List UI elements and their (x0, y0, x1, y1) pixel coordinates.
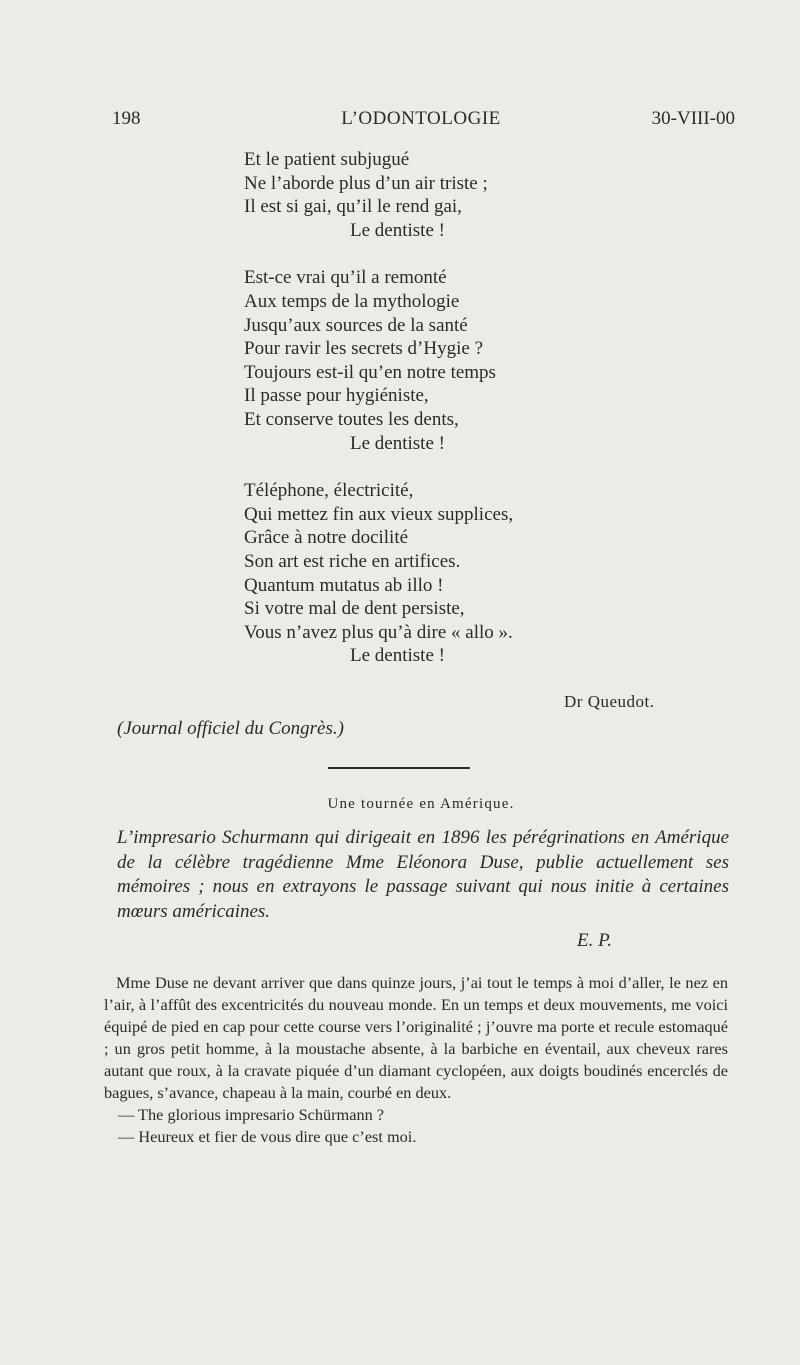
poem-line: Aux temps de la mythologie (244, 290, 460, 312)
poem-line: Et le patient subjugué (244, 149, 410, 170)
poem-line: Téléphone, électricité, (244, 480, 414, 502)
poem-line: Pour ravir les secrets d’Hygie ? (244, 338, 484, 360)
dialog-line: — The glorious impresario Schürmann ? (118, 1105, 385, 1124)
poem-refrain: Le dentiste ! (350, 432, 445, 454)
poem-line: Si votre mal de dent persiste, (244, 598, 465, 620)
poem-line: Ne l’aborde plus d’un air triste ; (244, 172, 488, 194)
poem-line: Il est si gai, qu’il le rend gai, (244, 196, 462, 218)
poem-line: Et conserve toutes les dents, (244, 408, 459, 430)
page-header (0, 108, 800, 134)
poem-line: Grâce à notre docilité (244, 527, 409, 549)
author-title: Dr (564, 692, 583, 711)
poem (244, 148, 664, 692)
poem-line: Qui mettez fin aux vieux supplices, (244, 503, 514, 525)
poem-line: Quantum mutatus ab illo ! (244, 574, 444, 596)
source-citation: (Journal officiel du Congrès.) (117, 718, 344, 739)
poem-line: Toujours est-il qu’en notre temps (244, 361, 496, 383)
poem-refrain: Le dentiste ! (350, 219, 445, 241)
article-body (104, 972, 728, 1148)
section-intro: L’impresario Schurmann qui dirigeait en 1896 les pérégrinations en Amérique de la célèbre tragédienne Mme Eléonora Duse, publie actuellement ses mémoires ; nous en extrayons le passage suivant qui nous initie à certaines mœurs américaines. (117, 827, 729, 922)
dialog-line: — Heureux et fier de vous dire que c’est moi. (118, 1127, 417, 1146)
page-number: 198 (112, 108, 141, 129)
section-title: Une tournée en Amérique. (327, 796, 515, 812)
poem-stanza-1 (244, 148, 664, 242)
intro-initials: E. P. (577, 930, 613, 951)
poem-line: Son art est riche en artifices. (244, 550, 461, 572)
issue-date: 30-VIII-00 (651, 108, 735, 129)
body-paragraph: Mme Duse ne devant arriver que dans quinze jours, j’ai tout le temps à moi d’aller, le nez en l’air, à l’affût des excentricités du nouveau monde. En un temps et deux mouvements, me voici équipé de pied en cap pour cette course vers l’originalité ; j’ouvre ma porte et recule estomaqué ; un gros petit homme, à la moustache absente, à la barbiche en éventail, aux cheveux rares autant que roux, à la cravate piquée d’un diamant cyclopéen, aux doigts boudinés encerclés de bagues, s’avance, chapeau à la main, courbé en deux. (104, 973, 728, 1102)
poem-line: Vous n’avez plus qu’à dire « allo ». (244, 621, 513, 643)
author-signature (564, 692, 655, 712)
author-name: Queudot. (587, 692, 655, 711)
poem-stanza-2 (244, 266, 664, 455)
poem-stanza-3 (244, 479, 664, 668)
poem-line: Jusqu’aux sources de la santé (244, 314, 468, 336)
poem-line: Est-ce vrai qu’il a remonté (244, 267, 447, 289)
poem-line: Il passe pour hygiéniste, (244, 385, 429, 407)
journal-title: L’ODONTOLOGIE (341, 108, 501, 129)
poem-refrain: Le dentiste ! (350, 645, 445, 667)
section-divider (328, 767, 470, 769)
